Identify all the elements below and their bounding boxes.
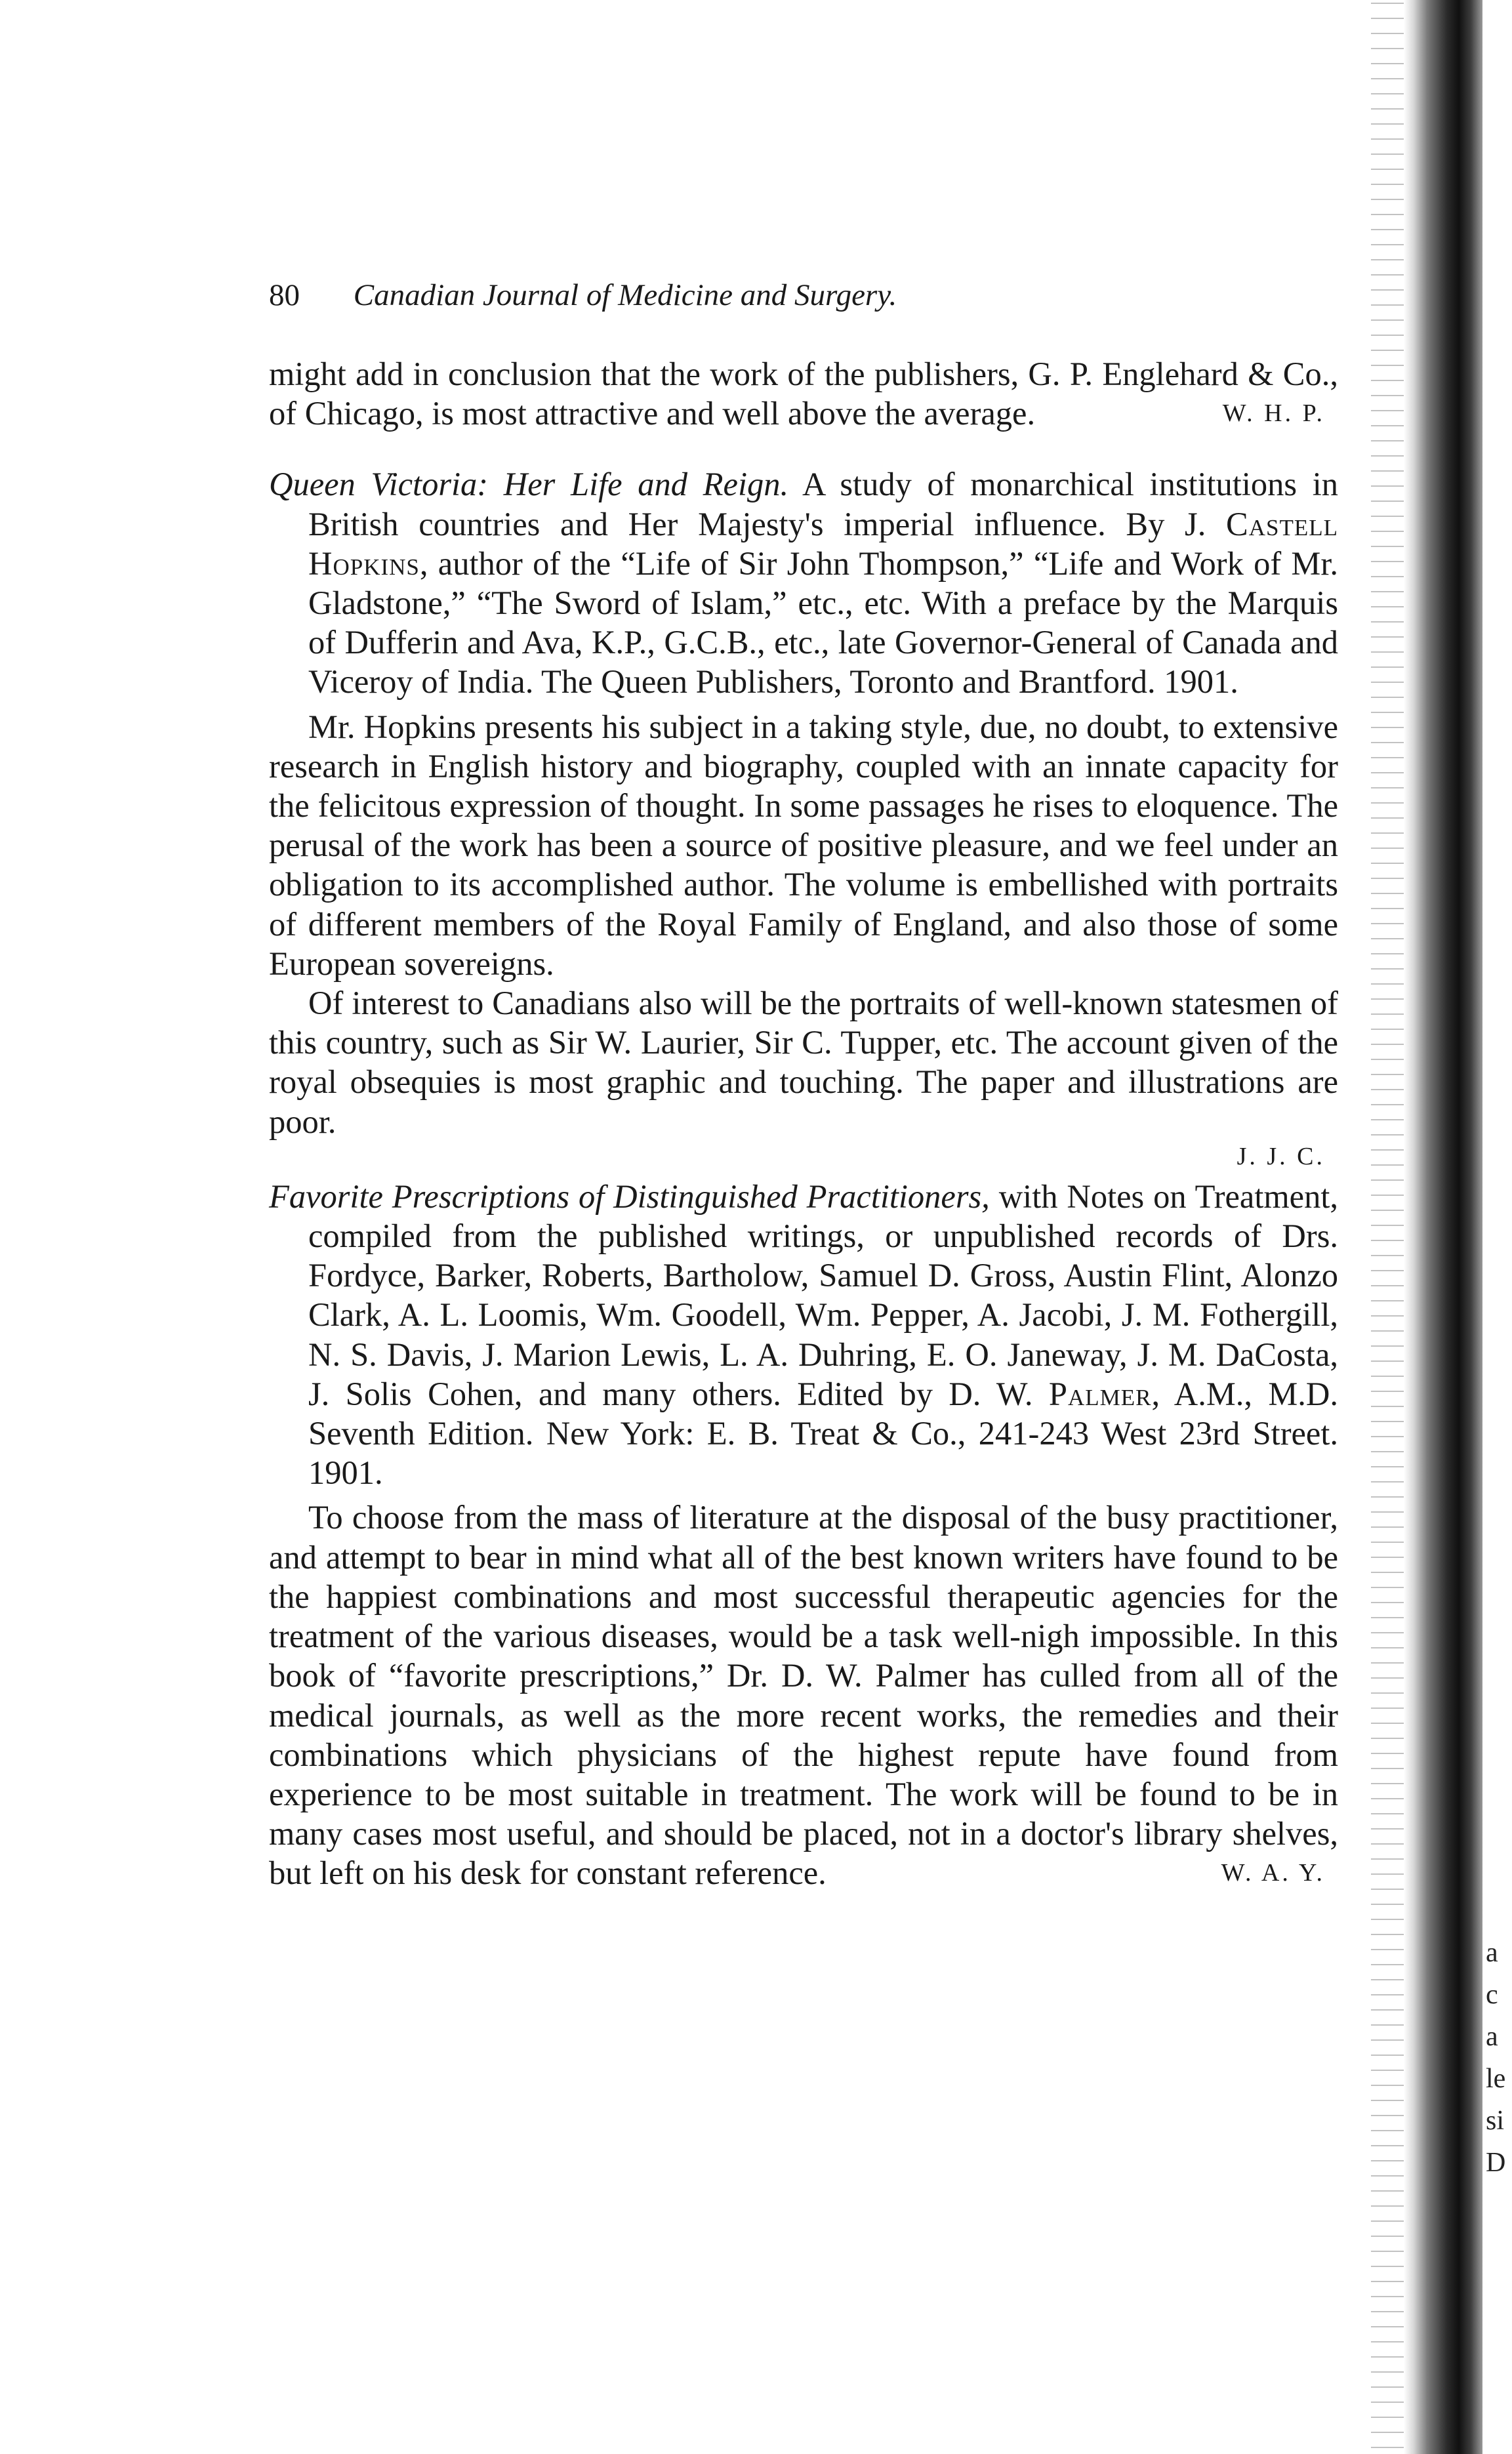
scan-binding-edge [1404, 0, 1482, 2454]
continued-review-text: might add in conclusion that the work of the publishers, G. P. Englehard & Co., of Chicago, is most attractive and well above the average. [269, 356, 1338, 432]
book-title-queen-victoria: Queen Victoria: Her Life and Reign. [269, 466, 789, 503]
margin-fragment: c [1486, 1980, 1498, 2010]
margin-fragment: si [1486, 2106, 1505, 2136]
author-name: Castell Hopkins [308, 505, 1338, 582]
margin-fragment: a [1486, 1938, 1498, 1968]
margin-fragment: le [1486, 2064, 1506, 2094]
continued-review [269, 354, 1338, 433]
book-title-favorite-prescriptions: Favorite Prescriptions of Distinguished Practitioners, [269, 1177, 990, 1215]
review-paragraph: Of interest to Canadians also will be the portraits of well-known statesmen of this country, such as Sir W. Laurier, Sir C. Tupper, etc. The account given of the royal obsequies is most graphic and touching. The paper and illustrations are poor. [269, 985, 1338, 1140]
running-head [269, 276, 1345, 315]
page-number: 80 [269, 278, 300, 312]
review-paragraph: Mr. Hopkins presents his subject in a taking style, due, no doubt, to extensive research in English history and biography, coupled with an innate capacity for the felicitous expression of thought. In some passages he rises to eloquence. The perusal of the work has been a source of positive pleasure, and we feel under an obligation to its accomplished author. The volume is embellished with portraits of different members of the Royal Family of England, and also those of some European sovereigns. [269, 708, 1338, 982]
adjacent-page-fragments [1486, 1932, 1512, 2184]
book-entry-queen-victoria: Queen Victoria: Her Life and Reign. A study of monarchical institutions in British countries and Her Majesty's imperial influence. By J. Castell Hopkins, author of the “Life of Sir John Thompson,” “Life and Work of Mr. Gladstone,” “The Sword of Islam,” etc., etc. With a preface by the Marquis of Dufferin and Ava, K.P., G.C.B., etc., late Governor-General of Canada and Viceroy of India. The Queen Publishers, Toronto and Brantford. 1901. [269, 466, 1338, 701]
book-entry-favorite-prescriptions: Favorite Prescriptions of Distinguished Practitioners, with Notes on Treatment, compiled from the published writings, or unpublished records of Drs. Fordyce, Barker, Roberts, Bartholow, Samuel D. Gross, Austin Flint, Alonzo Clark, A. L. Loomis, Wm. Goodell, Wm. Pepper, A. Jacobi, J. M. Fothergill, N. S. Davis, J. Marion Lewis, L. A. Duhring, E. O. Janeway, J. M. DaCosta, J. Solis Cohen, and many others. Edited by D. W. Palmer, A.M., M.D. Seventh Edition. New York: E. B. Treat & Co., 241-243 West 23rd Street. 1901. [269, 1177, 1338, 1492]
reviewer-signature-whp: W. H. P. [1222, 399, 1325, 428]
margin-fragment: a [1486, 2022, 1498, 2052]
journal-title: Canadian Journal of Medicine and Surgery. [353, 278, 897, 312]
editor-name: Palmer [1048, 1375, 1152, 1412]
text-column [269, 354, 1338, 1893]
reviewer-signature-jjc: J. J. C. [1236, 1142, 1325, 1170]
review-paragraph [269, 1498, 1338, 1892]
review-paragraph-text: To choose from the mass of literature at the disposal of the busy practitioner, and attempt to bear in mind what all of the best known writers have found to be the happiest combinations and most successful therapeutic agencies for the treatment of the various diseases, would be a task well-nigh impossible. In this book of “favorite prescriptions,” Dr. D. W. Palmer has culled from all of the medical journals, as well as the more recent works, the remedies and their combinations which physicians of the highest repute have found from experience to be most suitable in treatment. The work will be found to be in many cases most useful, and should be placed, not in a doctor's library shelves, but left on his desk for constant reference. [269, 1499, 1338, 1892]
reviewer-signature-way: W. A. Y. [1221, 1859, 1325, 1887]
margin-fragment: D [1486, 2148, 1506, 2178]
